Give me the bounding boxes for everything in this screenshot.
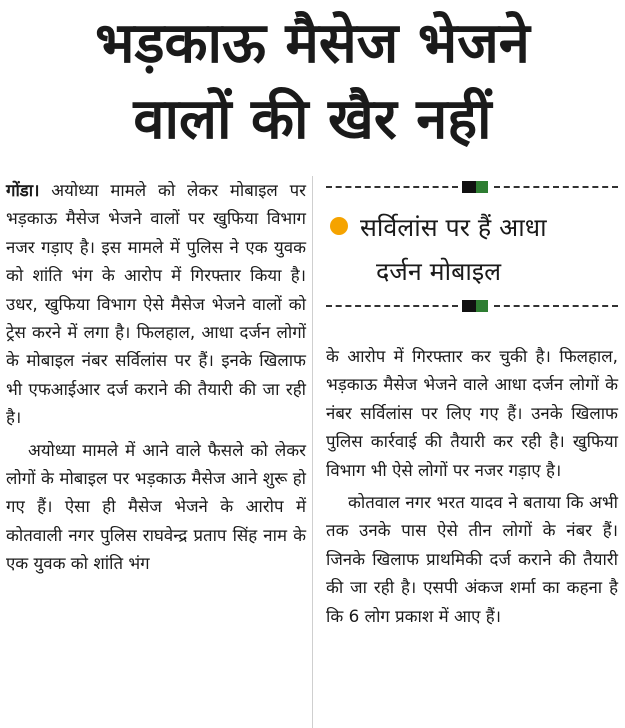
rule-dash-left bbox=[326, 186, 458, 188]
subhead-rule-bottom bbox=[326, 300, 618, 312]
headline bbox=[0, 6, 625, 158]
subhead-rule-top bbox=[326, 181, 618, 193]
left-paragraph-2: अयोध्या मामले में आने वाले फैसले को लेकर लोगों के मोबाइल पर भड़काऊ मैसेज आने शुरू हो गए हैं। ऐसा ही मैसेज भेजने के आरोप में कोतवाली नगर पुलिस राघवेन्द्र प्रताप सिंह नाम के एक युवक को शांति भंग bbox=[6, 439, 306, 574]
left-column bbox=[6, 176, 306, 578]
right-column bbox=[326, 342, 618, 630]
rule-dash-left bbox=[326, 305, 458, 307]
subhead-line-2: दर्जन मोबाइल bbox=[376, 257, 502, 286]
rule-dash-right bbox=[494, 305, 618, 307]
subhead bbox=[330, 206, 620, 294]
subhead-line-1-text: सर्विलांस पर हैं आधा bbox=[360, 213, 547, 242]
headline-line-1: भड़काऊ मैसेज भेजने bbox=[95, 11, 530, 76]
headline-line-2: वालों की खैर नहीं bbox=[133, 87, 492, 152]
rule-dash-right bbox=[494, 186, 618, 188]
right-paragraph-1: के आरोप में गिरफ्तार कर चुकी है। फिलहाल, भड़काऊ मैसेज भेजने वाले आधा दर्जन लोगों के नंबर सर्विलांस पर लिए गए हैं। उनके खिलाफ पुलिस कार्रवाई की तैयारी कर रही है। खुफिया विभाग भी ऐसे लोगों पर नजर गड़ाए है। bbox=[326, 346, 618, 480]
subhead-line-1 bbox=[330, 206, 620, 250]
rule-green-square bbox=[476, 181, 488, 193]
column-divider bbox=[312, 176, 313, 728]
left-paragraph-1-text: अयोध्या मामले को लेकर मोबाइल पर भड़काऊ मैसेज भेजने वालों पर खुफिया विभाग नजर गड़ाए है। इस मामले में पुलिस ने एक युवक को शांति भंग के आरोप में गिरफ्तार किया है। उधर, खुफिया विभाग ऐसे मैसेज भेजने वालों को ट्रेस करने में लगा है। फिलहाल, आधा दर्जन लोगों के मोबाइल नंबर सर्विलांस पर हैं। इनके खिलाफ भी एफआईआर दर्ज कराने की तैयारी की जा रही है। bbox=[6, 180, 306, 428]
dateline: गोंडा। bbox=[6, 180, 40, 200]
rule-green-square bbox=[476, 300, 488, 312]
rule-black-square bbox=[462, 181, 476, 193]
orange-bullet-icon bbox=[330, 217, 348, 235]
right-paragraph-2: कोतवाल नगर भरत यादव ने बताया कि अभी तक उनके पास ऐसे तीन लोगों के नंबर हैं। जिनके खिलाफ प्राथमिकी दर्ज कराने की तैयारी की जा रही है। एसपी अंकज शर्मा का कहना है कि 6 लोग प्रकाश में आए हैं। bbox=[326, 492, 618, 626]
left-paragraph-1 bbox=[6, 176, 306, 432]
rule-black-square bbox=[462, 300, 476, 312]
